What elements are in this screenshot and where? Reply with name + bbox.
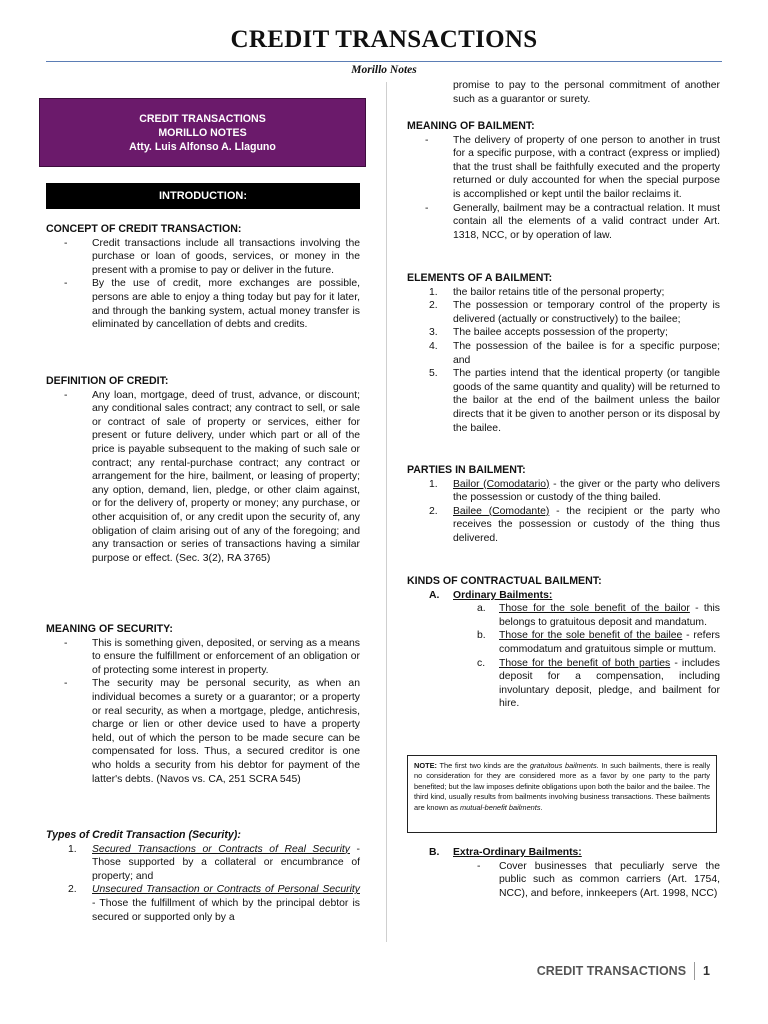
extraordinary-section (407, 846, 720, 900)
elements-section (407, 272, 720, 435)
title-box (39, 98, 366, 167)
list-item: - The delivery of property of one person to another in trust for a specific purpose, with a contract (express or implied) that the trust shall be faithfully executed and the property returned or duly accounted for when the special purpose is accomplished or kept until the bailor reclaims it. (425, 134, 720, 200)
list-item: 2. Bailee (Comodante) - the recipient or the party who receives the possession or custody of the thing thus delivered. (429, 505, 720, 544)
title-box-line2: MORILLO NOTES (158, 127, 247, 139)
continuation-text: promise to pay to the personal commitment of another such as a guarantor or surety. (453, 80, 720, 105)
definition-list (46, 389, 360, 566)
list-item: - This is something given, deposited, or serving as a means to ensure the fulfillment or enforcement of an obligation or of protecting some interest in property. (64, 637, 360, 676)
ordinary-bailments-list (407, 602, 720, 711)
list-item: - Generally, bailment may be a contractual relation. It must contain all the elements of a valid contract under Art. 1318, NCC, or by operation of law. (425, 202, 720, 241)
page-footer (537, 962, 710, 980)
list-item: 1. Bailor (Comodatario) - the giver or the party who delivers the possession or custody of the thing bailed. (429, 478, 720, 504)
concept-list (46, 237, 360, 332)
bailment-meaning-section (407, 120, 720, 242)
footer-label: CREDIT TRANSACTIONS (536, 964, 687, 978)
bailment-meaning-list (407, 134, 720, 243)
title-box-author: Atty. Luis Alfonso A. Llaguno (129, 141, 276, 153)
page-subtitle: Morillo Notes (351, 64, 417, 76)
footer-divider (694, 962, 695, 980)
definition-section (46, 375, 360, 565)
list-item: - The security may be personal security, as when an individual becomes a surety or a guarantor; or a property or real security, as when a mortgage, pledge, antichresis, charge or lien or other device used to have a property held, out of which the person to be made secure can be compensated for loss. Thus, a secured creditor is one who holds a security from his debtor for payment of the latter's debts. (Navos vs. CA, 251 SCRA 545) (64, 678, 360, 785)
security-section (46, 623, 360, 786)
section-bar-introduction: INTRODUCTION: (46, 183, 360, 209)
security-heading: MEANING OF SECURITY: (46, 623, 173, 635)
kinds-heading: KINDS OF CONTRACTUAL BAILMENT: (407, 575, 602, 587)
elements-list (407, 286, 720, 436)
list-item: - Credit transactions include all transactions involving the purchase or loan of goods, services, or money in the present with a promise to pay or deliver in the future. (64, 237, 360, 276)
list-item: - Cover businesses that peculiarly serve the public such as common carriers (Art. 1754, NCC), and before, innkeepers (Art. 1998, NCC) (477, 860, 720, 899)
ordinary-bailments-title: A. Ordinary Bailments: (429, 589, 553, 601)
list-item: - By the use of credit, more exchanges are possible, persons are able to enjoy a thing today but pay for it later, and through the banking system, actual money transfer is eliminated by cancellation of debts and credits. (64, 278, 360, 331)
list-item: c. Those for the benefit of both parties - includes deposit for a compensation, including involuntary deposit, pledge, and bailment for hire. (477, 657, 721, 710)
column-divider (386, 82, 387, 942)
types-section (46, 829, 360, 924)
list-item: 1. the bailor retains title of the personal property; (429, 286, 665, 298)
elements-heading: ELEMENTS OF A BAILMENT: (407, 272, 553, 284)
list-item: 5. The parties intend that the identical property (or tangible goods of the same quantity and quality) will be returned to the bailor at the end of the bailment unless the bailor directs that it be given to another person or its disposal by the bailee. (429, 368, 720, 434)
security-list (46, 637, 360, 787)
concept-heading: CONCEPT OF CREDIT TRANSACTION: (46, 223, 242, 235)
list-item: - Any loan, mortgage, deed of trust, advance, or discount; any conditional sales contract; any contract to sell, or sale or contract of sale of property or services, either for present or future delivery, under which part or all of the price is payable subsequent to the making of such sale or contract; any rental-purchase contract; any contract or arrangement for the hire, bailment, or leasing of property; any option, demand, lien, pledge, or other claim against, or for the delivery of, property or money; any purchase, or other acquisition of, or any credit upon the security of, any obligation of claim arising out of any of the foregoing; and any transaction or series of transactions having a similar purpose or effect. (Sec. 3(2), RA 3765) (64, 389, 360, 564)
kinds-section (407, 575, 720, 711)
concept-section (46, 223, 360, 332)
parties-list (407, 478, 720, 546)
types-list (46, 843, 360, 925)
list-item: 4. The possession of the bailee is for a specific purpose; and (429, 340, 720, 366)
extraordinary-bailments-list (407, 860, 720, 901)
note-box: NOTE: The first two kinds are the gratuitous bailments. In such bailments, there is really no consideration for they are considered more as a favor by one party to the party benefited; but the law imposes definite obligations upon both the bailor and the bailee. The third kind, usually results from bailments involving business transactions. These bailments are known as mutual-benefit bailments. (407, 755, 717, 833)
list-item: a. Those for the sole benefit of the bailor - this belongs to gratuitous deposit and mandatum. (477, 603, 720, 628)
bailment-meaning-heading: MEANING OF BAILMENT: (407, 120, 535, 132)
list-item: 2. The possession or temporary control of the property is delivered (actually or constructively) to the bailee; (429, 300, 720, 325)
extraordinary-bailments-title: B. Extra-Ordinary Bailments: (429, 847, 582, 858)
list-item: 1. Secured Transactions or Contracts of Real Security - Those supported by a collateral or encumbrance of property; and (68, 843, 360, 882)
page-number: 1 (703, 964, 710, 978)
title-rule (46, 61, 722, 62)
types-heading: Types of Credit Transaction (Security): (46, 829, 241, 841)
list-item: b. Those for the sole benefit of the bailee - refers commodatum and gratuitous simple or muttum. (477, 630, 720, 655)
title-box-line1: CREDIT TRANSACTIONS (139, 113, 266, 125)
parties-section (407, 464, 720, 546)
parties-heading: PARTIES IN BAILMENT: (407, 464, 526, 476)
list-item: 3. The bailee accepts possession of the property; (429, 327, 668, 339)
definition-heading: DEFINITION OF CREDIT: (46, 375, 169, 387)
list-item: 2. Unsecured Transaction or Contracts of Personal Security - Those the fulfillment of which by the principal debtor is secured or supported only by a (68, 884, 360, 923)
page-title: CREDIT TRANSACTIONS (230, 26, 538, 53)
